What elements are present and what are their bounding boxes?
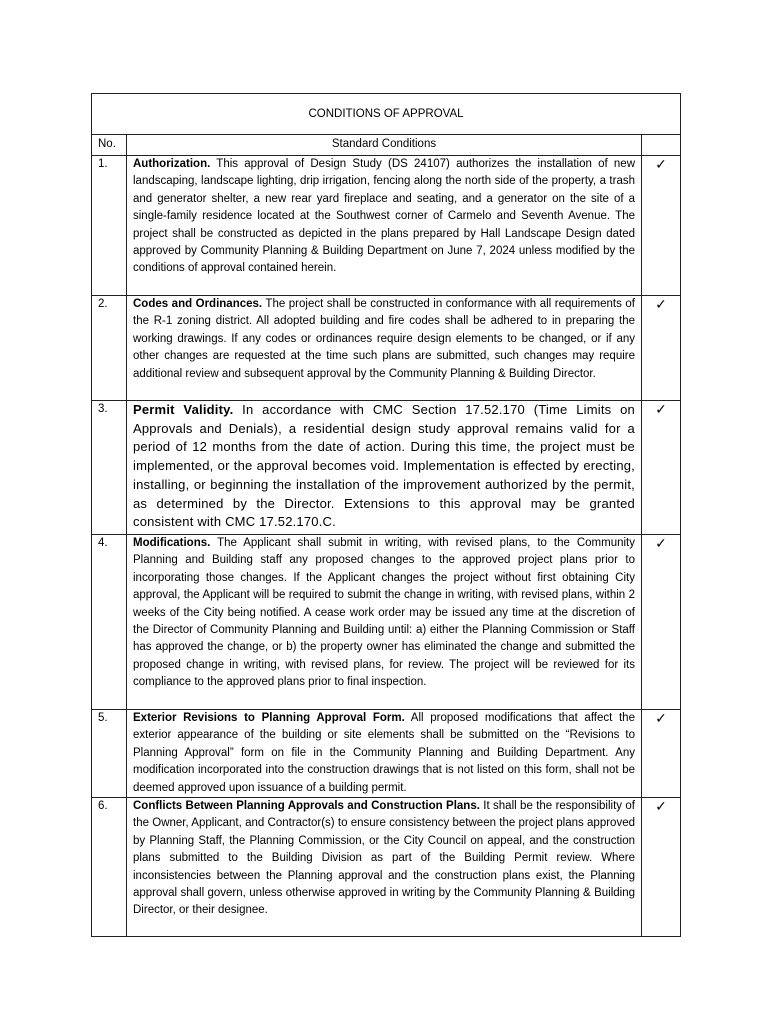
condition-row-3: [92, 401, 681, 535]
condition-heading: Authorization.: [133, 158, 211, 170]
col-header-conditions: Standard Conditions: [127, 135, 642, 156]
condition-number: 3.: [92, 401, 127, 535]
checkmark-icon: ✓: [655, 296, 667, 312]
condition-text: It shall be the responsibility of the Owner, Applicant, and Contractor(s) to ensure consistency between the project plans approved by Planning Staff, the Planning Commission, or the City Council on appeal, and the construction plans submitted to the Building Division as part of the Building Permit review. Where inconsistencies between the Planning approval and the construction plans exist, the Planning approval shall govern, unless otherwise approved in writing by the Community Planning & Building Director, or their designee.: [133, 800, 635, 917]
checkmark-icon: ✓: [655, 535, 667, 551]
table-header-row: [92, 135, 681, 156]
checkmark-icon: ✓: [655, 710, 667, 726]
condition-number: 5.: [92, 710, 127, 798]
condition-text: This approval of Design Study (DS 24107) authorizes the installation of new landscaping, landscape lighting, drip irrigation, fencing along the north side of the property, a trash and generator shelter, a new rear yard fireplace and seating, and a generator on the site of a single-family residence located at the Southwest corner of Carmelo and Seventh Avenue. The project shall be constructed as depicted in the plans prepared by Hall Landscape Design dated approved by Community Planning & Building Department on June 7, 2024 unless modified by the conditions of approval contained herein.: [133, 158, 635, 275]
condition-body: [127, 535, 642, 710]
condition-body: [127, 296, 642, 401]
condition-heading: Conflicts Between Planning Approvals and Construction Plans.: [133, 800, 480, 813]
checkmark-icon: ✓: [655, 156, 667, 172]
condition-number: 2.: [92, 296, 127, 401]
condition-text: In accordance with CMC Section 17.52.170 (Time Limits on Approvals and Denials), a residential design study approval remains valid for a period of 12 months from the date of action. During this time, the project must be implemented, or the approval becomes void. Implementation is effected by erecting, installing, or beginning the installation of the improvement authorized by the permit, as determined by the Director. Extensions to this approval may be granted consistent with CMC 17.52.170.C.: [133, 402, 635, 530]
condition-heading: Exterior Revisions to Planning Approval Form.: [133, 712, 405, 724]
condition-number: 1.: [92, 156, 127, 296]
condition-row-4: [92, 535, 681, 710]
table-title: CONDITIONS OF APPROVAL: [92, 94, 681, 135]
condition-body: [127, 156, 642, 296]
condition-text: The Applicant shall submit in writing, with revised plans, to the Community Planning and Building staff any proposed changes to the approved project plans prior to incorporating those changes. If the Applicant changes the project without first obtaining City approval, the Applicant will be required to submit the change in writing, with revised plans, within 2 weeks of the City being notified. A cease work order may be issued any time at the discretion of the Director of Community Planning and Building until: a) either the Planning Commission or Staff has approved the change, or b) the property owner has eliminated the change and submitted the proposed change in writing, with revised plans, for review. The project will be reviewed for its compliance to the approved plans prior to final inspection.: [133, 537, 635, 689]
condition-row-2: [92, 296, 681, 401]
col-header-check: [642, 135, 681, 156]
condition-row-1: [92, 156, 681, 296]
condition-text: The project shall be constructed in conformance with all requirements of the R-1 zoning district. All adopted building and fire codes shall be adhered to in preparing the working drawings. If any codes or ordinances require design elements to be changed, or if any other changes are requested at the time such plans are submitted, such changes may require additional review and subsequent approval by the Community Planning & Building Director.: [133, 298, 635, 380]
condition-number: 4.: [92, 535, 127, 710]
condition-body: [127, 798, 642, 937]
checkmark-icon: ✓: [655, 798, 667, 815]
col-header-no: No.: [92, 135, 127, 156]
condition-body: [127, 401, 642, 535]
conditions-table: [91, 93, 681, 937]
checkmark-icon: ✓: [655, 401, 667, 417]
condition-text: All proposed modifications that affect the exterior appearance of the building or site elements shall be submitted on the “Revisions to Planning Approval” form on file in the Community Planning and Building Department. Any modification incorporated into the construction drawings that is not listed on this form, shall not be deemed approved upon issuance of a building permit.: [133, 712, 635, 794]
condition-body: [127, 710, 642, 798]
condition-heading: Permit Validity.: [133, 402, 234, 417]
condition-row-5: [92, 710, 681, 798]
table-title-row: [92, 94, 681, 135]
condition-row-6: [92, 798, 681, 937]
condition-heading: Codes and Ordinances.: [133, 298, 263, 310]
condition-heading: Modifications.: [133, 537, 211, 549]
condition-number: 6.: [92, 798, 127, 937]
